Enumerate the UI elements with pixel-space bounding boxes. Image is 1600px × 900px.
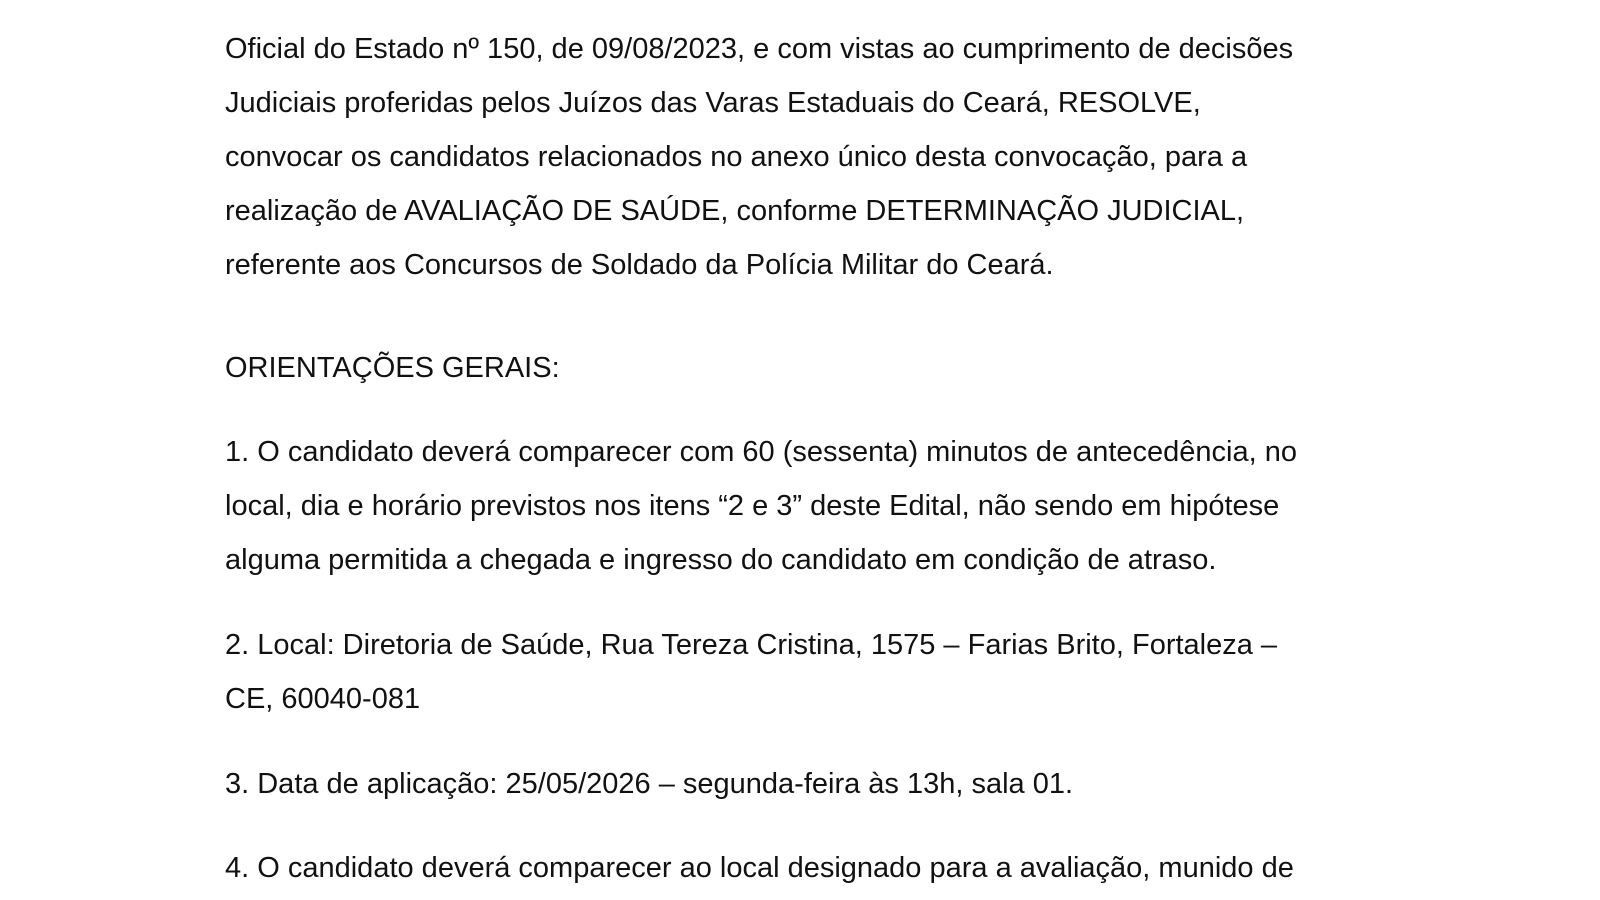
item-4-paragraph bbox=[225, 841, 1417, 895]
item-3-line-1: 3. Data de aplicação: 25/05/2026 – segunda-feira às 13h, sala 01. bbox=[225, 768, 1074, 800]
intro-line-2: Judiciais proferidas pelos Juízos das Varas Estaduais do Ceará, RESOLVE, bbox=[225, 87, 1201, 119]
item-1-line-1: 1. O candidato deverá comparecer com 60 (sessenta) minutos de antecedência, no bbox=[225, 436, 1297, 468]
intro-line-4: realização de AVALIAÇÃO DE SAÚDE, conforme DETERMINAÇÃO JUDICIAL, bbox=[225, 195, 1245, 227]
item-3-paragraph bbox=[225, 757, 1417, 811]
intro-line-5: referente aos Concursos de Soldado da Polícia Militar do Ceará. bbox=[225, 249, 1054, 281]
item-4-line-1: 4. O candidato deverá comparecer ao local designado para a avaliação, munido de bbox=[225, 852, 1294, 884]
section-heading bbox=[225, 341, 1417, 395]
item-1-line-2: local, dia e horário previstos nos itens “2 e 3” deste Edital, não sendo em hipótese bbox=[225, 490, 1280, 522]
intro-line-3: convocar os candidatos relacionados no anexo único desta convocação, para a bbox=[225, 141, 1248, 173]
item-2-paragraph bbox=[225, 618, 1417, 726]
item-1-line-3: alguma permitida a chegada e ingresso do candidato em condição de atraso. bbox=[225, 544, 1217, 576]
item-1-paragraph bbox=[225, 425, 1417, 587]
intro-paragraph bbox=[225, 0, 1417, 292]
item-2-line-1: 2. Local: Diretoria de Saúde, Rua Tereza Cristina, 1575 – Farias Brito, Fortaleza – bbox=[225, 629, 1278, 661]
intro-line-partial bbox=[225, 0, 1417, 22]
item-2-line-2: CE, 60040-081 bbox=[225, 683, 421, 715]
heading-text: ORIENTAÇÕES GERAIS: bbox=[225, 352, 560, 384]
intro-line-1: Oficial do Estado nº 150, de 09/08/2023, e com vistas ao cumprimento de decisões bbox=[225, 33, 1294, 65]
